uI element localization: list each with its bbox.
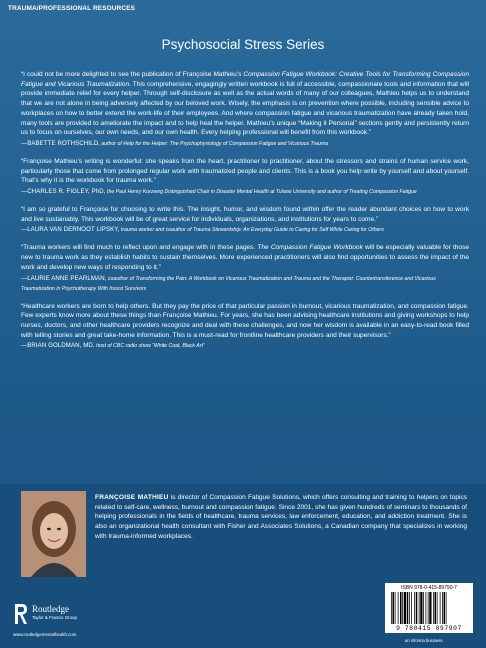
quote-text: “I could not be more delighted to see the publication of Françoise Mathieu’s Compassion Fatigue Workbook: Creative Tools for Transforming Compassion Fatigue and Vicarious Traumatization. This comprehensive, engagingly written workbook is full of accessible, compassionate tools and information that will provide immediate relief for every helper. Through self-disclosure as well as the actual words of many of our colleagues, Mathieu helps us to understand that we are not alone in being adversely affected by our beloved work. Wisely, the emphasis is on prevention where possible, including sensible advice to workplaces on how to better extend the work-life of their employees. And where compassion fatigue and vicarious traumatization have already taken hold, many tools are provided to ameliorate the impact and to help heal the helper. Mathieu’s unique “Making it Personal” sections gently and persistently return us to focus on ourselves, our own needs, and our own health. Every helping professional will benefit from this workbook.” bbox=[21, 71, 469, 137]
endorsements bbox=[21, 70, 469, 359]
quote-figley bbox=[21, 157, 469, 197]
category-label: TRAUMA/PROFESSIONAL RESOURCES bbox=[8, 5, 136, 12]
barcode-bar bbox=[426, 592, 427, 624]
publisher-url: www.routledgementalhealth.com bbox=[13, 632, 77, 637]
quote-attribution: —BABETTE ROTHSCHILD, author of Help for the Helper: The Psychophysiology of Compassion Fatigue and Vicarious Trauma bbox=[21, 139, 329, 147]
barcode-bar bbox=[429, 592, 431, 624]
publisher-group: Taylor & Francis Group bbox=[32, 615, 77, 620]
barcode-bar bbox=[423, 592, 424, 624]
barcode-bar bbox=[440, 592, 441, 624]
quote-rothschild bbox=[21, 70, 469, 149]
author-bio: FRANÇOISE MATHIEU is director of Compassion Fatigue Solutions, which offers consulting and training to helpers on topics related to self-care, wellness, burnout and compassion fatigue. Since 2001, she has given hundreds of seminars to thousands of helping professionals in the fields of healthcare, trauma services, law enforcement, education, and addiction treatment. She is also an organizational health consultant with Fisher and Associates Solutions, a Canadian company that specializes in working with trauma-informed workplaces. bbox=[95, 494, 467, 540]
quote-attribution: —BRIAN GOLDMAN, MD, host of CBC radio show “White Coat, Black Art” bbox=[21, 342, 205, 350]
quote-text: “I am so grateful to Françoise for choosing to write this. The insight, humor, and wisdom found within offer the reader abundant choices on how to work and live sustainably. This workbook will be of great service for individuals, organizations, and institutions for years to come.” bbox=[21, 206, 469, 223]
barcode-bar bbox=[446, 592, 447, 624]
barcode-bar bbox=[391, 592, 392, 624]
barcode-bar bbox=[411, 592, 412, 624]
barcode-bar bbox=[419, 592, 420, 624]
quote-text: “Françoise Mathieu’s writing is wonderful: she speaks from the heart, practitioner to practitioner, about the stressors and strains of human service work, particularly those that come from prolonged regular work with traumatized people and clients. This is a book you help write by yourself and about yourself. That’s why it is the workbook for trauma work.” bbox=[21, 157, 469, 185]
author-portrait-illustration bbox=[21, 491, 86, 577]
barcode-bar bbox=[444, 592, 446, 624]
barcode-bar bbox=[398, 592, 399, 624]
barcode-bar bbox=[395, 592, 396, 624]
quote-lipsky bbox=[21, 205, 469, 235]
imprint-text: an informa business bbox=[405, 638, 443, 643]
barcode-bar bbox=[442, 592, 443, 624]
series-title: Psychosocial Stress Series bbox=[161, 37, 325, 52]
barcode-bar bbox=[437, 592, 438, 624]
barcode-digits: 9 780415 897907 bbox=[396, 625, 462, 632]
barcode-bar bbox=[420, 592, 422, 624]
barcode-bar bbox=[407, 592, 409, 624]
barcode bbox=[385, 583, 473, 633]
publisher-logo bbox=[13, 600, 153, 637]
barcode-bar bbox=[402, 592, 403, 624]
routledge-r-icon bbox=[13, 602, 29, 626]
barcode-bar bbox=[409, 592, 410, 624]
isbn-label: ISBN 978-0-415-89790-7 bbox=[401, 585, 457, 591]
barcode-bar bbox=[414, 592, 415, 624]
publisher-name: Routledge bbox=[32, 604, 69, 614]
barcode-bar bbox=[435, 592, 437, 624]
author-photo bbox=[21, 491, 86, 577]
barcode-bar bbox=[393, 592, 395, 624]
barcode-bars bbox=[391, 592, 467, 624]
barcode-bar bbox=[404, 592, 406, 624]
quote-attribution: —LAURIE ANNE PEARLMAN, coauthor of Transforming the Pain: A Workbook on Vicarious Traumatization and Trauma and the Therapist: Countertransference and Vicarious Traumatization in Psychotherapy With Incest Survivors bbox=[21, 274, 436, 292]
barcode-bar bbox=[400, 592, 402, 624]
barcode-bar bbox=[433, 592, 434, 624]
quote-text: “Trauma workers will find much to reflect upon and engage with in these pages. The Compassion Fatigue Workbook will be especially valuable for those new to trauma work as they establish habits to sustain themselves. More experienced practitioners will also find opportunities to assess the impact of the work and develop new ways of responding to it.” bbox=[21, 244, 469, 271]
quote-attribution: —CHARLES R. FIGLEY, PhD, the Paul Henry Kurzweg Distinguished Chair in Disaster Mental Health at Tulane University and author of Treating Compassion Fatigue bbox=[21, 188, 417, 196]
barcode-bar bbox=[428, 592, 429, 624]
quote-pearlman bbox=[21, 243, 469, 293]
barcode-bar bbox=[416, 592, 418, 624]
quote-attribution: —LAURA VAN DERNOOT LIPSKY, trauma worker and coauthor of Trauma Stewardship: An Everyday Guide to Caring for Self While Caring for Others bbox=[21, 226, 384, 234]
quote-text: “Healthcare workers are born to help others. But they pay the price of that particular passion in burnout, vicarious traumatization, and compassion fatigue. Few experts know more about these things than Françoise Mathieu. For years, she has been advising healthcare institutions and giving workshops to help nurses, doctors, and other healthcare providers recognize and deal with these challenges, and now her wisdom is available in an easy-to-read book filled with telling stories and great take-home information. This is a must-read for frontline healthcare providers and their supervisors.” bbox=[21, 302, 469, 339]
quote-goldman bbox=[21, 302, 469, 352]
